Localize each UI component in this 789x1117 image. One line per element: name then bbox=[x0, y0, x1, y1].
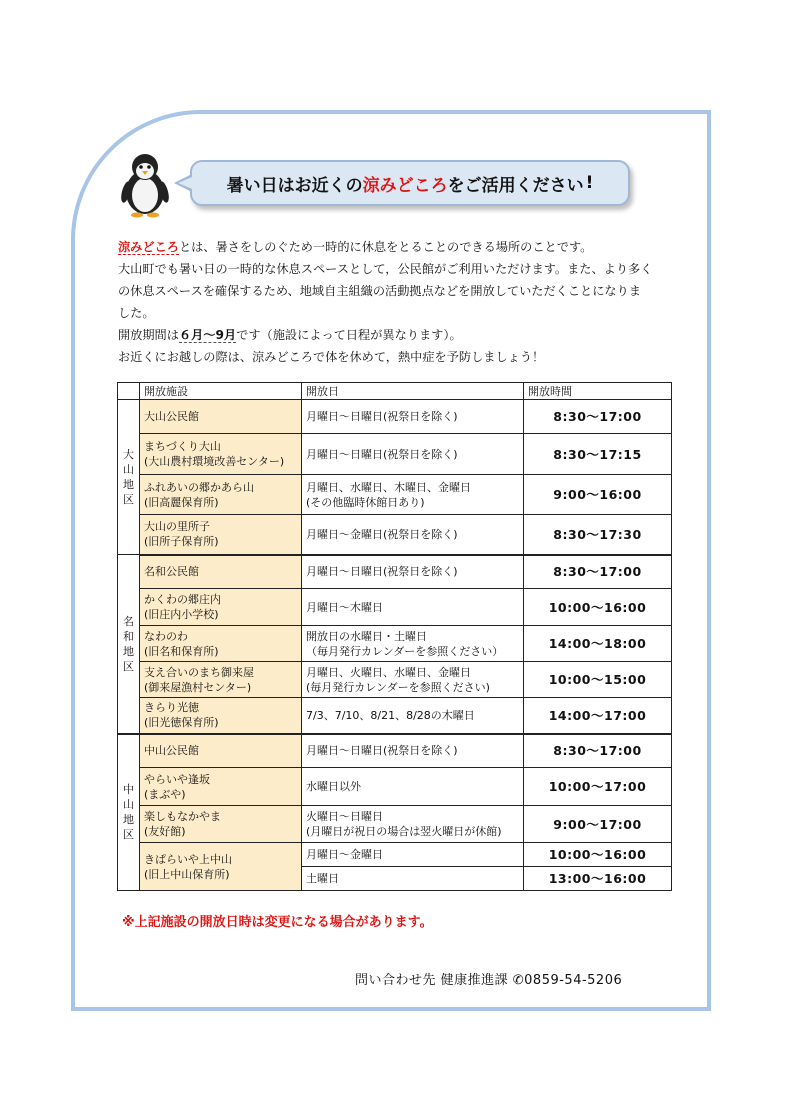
penguin-icon bbox=[118, 152, 172, 218]
facility-name: 名和公民館 bbox=[144, 565, 199, 579]
district-nawa: 名 和 地 区 bbox=[118, 555, 140, 734]
facility-name: ふれあいの郷かあら山 bbox=[144, 480, 254, 494]
facility-sub: (旧光徳保育所) bbox=[144, 716, 219, 730]
facility-sub: (大山農村環境改善センター) bbox=[144, 455, 285, 468]
facility-sub: (旧高麗保育所) bbox=[144, 495, 219, 509]
district-nakayama: 中 山 地 区 bbox=[118, 734, 140, 891]
contact-info: 問い合わせ先 健康推進課 ✆0859-54-5206 bbox=[355, 973, 623, 988]
open-days: 月曜日～木曜日 bbox=[306, 600, 383, 614]
header-facility: 開放施設 bbox=[140, 383, 302, 400]
table-row bbox=[118, 555, 672, 589]
header-days: 開放日 bbox=[302, 383, 524, 400]
intro-text bbox=[118, 236, 678, 368]
table-row bbox=[118, 515, 672, 555]
open-hours: 10:00～16:00 bbox=[524, 589, 672, 626]
facility-sub: (まぶや) bbox=[144, 787, 186, 801]
open-days: 月曜日～日曜日(祝祭日を除く) bbox=[306, 447, 458, 461]
header-text-after: をご活用ください bbox=[447, 175, 584, 196]
open-days: 水曜日以外 bbox=[306, 780, 361, 793]
open-days: 月曜日、火曜日、水曜日、金曜日 bbox=[306, 665, 471, 679]
facility-sub: (御来屋漁村センター) bbox=[144, 680, 252, 694]
speech-bubble-tail-inner bbox=[178, 177, 192, 189]
open-hours: 14:00～17:00 bbox=[524, 698, 672, 734]
header-hours: 開放時間 bbox=[524, 383, 672, 400]
table-row bbox=[118, 768, 672, 806]
open-hours: 8:30～17:00 bbox=[524, 734, 672, 768]
facility-name: かくわの郷庄内 bbox=[144, 593, 221, 606]
intro-period-post: です（施設によって日程が異なります）。 bbox=[236, 328, 462, 342]
table-header-row bbox=[118, 383, 672, 400]
open-hours: 9:00～16:00 bbox=[524, 475, 672, 515]
open-days-note: (月曜日が祝日の場合は翌火曜日が休館) bbox=[306, 825, 502, 838]
open-days: 月曜日～日曜日(祝祭日を除く) bbox=[306, 410, 458, 423]
open-days-note: （毎月発行カレンダーを参照ください） bbox=[306, 644, 504, 658]
facility-name: 支え合いのまち御来屋 bbox=[144, 665, 254, 679]
open-days: 月曜日、水曜日、木曜日、金曜日 bbox=[306, 480, 471, 494]
table-row bbox=[118, 475, 672, 515]
table-row bbox=[118, 843, 672, 867]
header-banner bbox=[190, 160, 630, 206]
intro-line-1: とは、暑さをしのぐため一時的に休息をとることのできる場所のことです。 bbox=[178, 240, 593, 254]
facility-name: きらり光徳 bbox=[144, 701, 199, 715]
intro-period-pre: 開放期間は bbox=[118, 328, 179, 342]
facility-name: 楽しもなかやま bbox=[144, 810, 221, 823]
facility-sub: (旧所子保育所) bbox=[144, 535, 219, 549]
intro-line-6: お近くにお越しの際は、涼みどころで体を休めて，熱中症を予防しましょう！ bbox=[118, 350, 545, 364]
open-days: 土曜日 bbox=[306, 872, 339, 885]
facility-name: 大山の里所子 bbox=[144, 520, 210, 534]
intro-line-2: 大山町でも暑い日の一時的な休息スペースとして，公民館がご利用いただけます。また、より多く bbox=[118, 262, 653, 276]
open-hours: 8:30～17:00 bbox=[524, 400, 672, 434]
table-row bbox=[118, 698, 672, 734]
facility-sub: (旧名和保育所) bbox=[144, 644, 219, 658]
open-hours: 8:30～17:00 bbox=[524, 555, 672, 589]
open-days-note: (その他臨時休館日あり) bbox=[306, 495, 425, 509]
open-hours: 14:00～18:00 bbox=[524, 626, 672, 662]
table-row bbox=[118, 734, 672, 768]
header-exclaim: ! bbox=[585, 173, 594, 193]
open-days: 7/3、7/10、8/21、8/28の木曜日 bbox=[306, 708, 475, 722]
header-text-before: 暑い日はお近くの bbox=[226, 175, 363, 196]
facility-name: きぱらいや上中山 bbox=[144, 852, 232, 866]
facility-name: なわのわ bbox=[144, 629, 188, 643]
open-days: 開放日の水曜日・土曜日 bbox=[306, 629, 427, 643]
facility-name: 大山公民館 bbox=[144, 410, 199, 423]
open-hours: 10:00～15:00 bbox=[524, 662, 672, 698]
table-row bbox=[118, 400, 672, 434]
intro-period: ６月〜9月 bbox=[178, 328, 237, 342]
open-hours: 10:00～16:00 bbox=[524, 843, 672, 867]
open-days-note: (毎月発行カレンダーを参照ください) bbox=[306, 680, 490, 694]
open-days: 月曜日～日曜日(祝祭日を除く) bbox=[306, 744, 458, 758]
facility-name: まちづくり大山 bbox=[144, 440, 221, 453]
open-hours: 13:00～16:00 bbox=[524, 867, 672, 891]
table-row bbox=[118, 434, 672, 475]
open-days: 月曜日～金曜日 bbox=[306, 848, 383, 861]
open-hours: 8:30～17:30 bbox=[524, 515, 672, 555]
intro-line-3: の休息スペースを確保するため、地域自主組織の活動拠点などを開放していただくことになりま bbox=[118, 284, 641, 298]
open-hours: 9:00～17:00 bbox=[524, 806, 672, 843]
table-row bbox=[118, 626, 672, 662]
facility-sub: (旧庄内小学校) bbox=[144, 608, 219, 621]
table-row bbox=[118, 589, 672, 626]
open-days: 月曜日～日曜日(祝祭日を除く) bbox=[306, 565, 458, 579]
facility-sub: (旧上中山保育所) bbox=[144, 867, 230, 881]
open-days: 火曜日～日曜日 bbox=[306, 810, 383, 823]
table-row bbox=[118, 662, 672, 698]
intro-term: 涼みどころ bbox=[118, 240, 179, 254]
district-oyama: 大 山 地 区 bbox=[118, 400, 140, 555]
header-text-highlight: 涼みどころ bbox=[362, 175, 448, 196]
open-hours: 10:00～17:00 bbox=[524, 768, 672, 806]
intro-line-4: した。 bbox=[118, 306, 155, 320]
table-row bbox=[118, 806, 672, 843]
facility-name: 中山公民館 bbox=[144, 744, 199, 758]
facility-name: やらいや逢坂 bbox=[144, 772, 210, 786]
open-days: 月曜日～金曜日(祝祭日を除く) bbox=[306, 527, 458, 541]
schedule-table bbox=[117, 382, 672, 891]
open-hours: 8:30～17:15 bbox=[524, 434, 672, 475]
facility-sub: (友好館) bbox=[144, 825, 186, 838]
change-notice: ※上記施設の開放日時は変更になる場合があります。 bbox=[122, 915, 433, 930]
